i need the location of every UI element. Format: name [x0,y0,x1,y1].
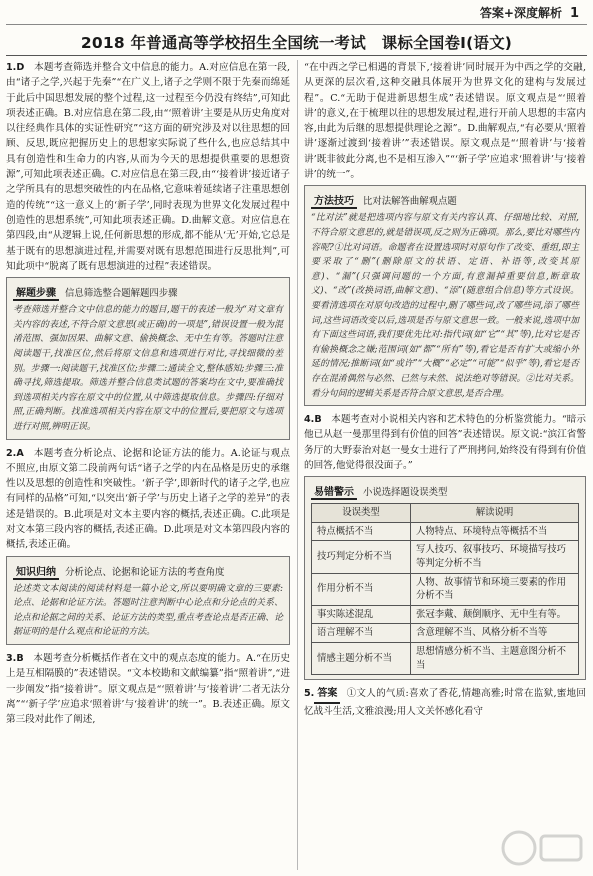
table-cell-type: 语言理解不当 [312,624,411,643]
answer-3-number: 3.B [6,652,24,664]
tip-box-text: 考查筛选并整合文中信息的能力的题目,题干的表述一般为“对文章有关内容的表述,不符合原文意思(或正确)的一项是”,错误设置一般为混淆范围、强加因果、曲解文意、偷换概念、无中生有等。答题时注意阅读题干,找准区位,然后将原文信息和选项进行对比,寻找细微的差别。步骤一:阅读题干,找准区位;步骤二:通读全文,整体感知;步骤三:准确寻找,筛选提取。筛选并整合信息类试题的答案均在文中,要准确找到选项相关内容在原文中的位置,从中筛选提取信息。步骤四:仔细对照,正确判断。找准选项相关内容在原文中的位置后,要把原文与选项进行对照,辨明正误。 [13,305,283,432]
tip-box-tag: 知识归纳 [13,563,59,580]
table-cell-desc: 思想情感分析不当、主题意图分析不当 [411,643,579,675]
answer-2 [6,446,290,553]
title-rule [6,55,587,56]
table-row [312,624,579,643]
table-header-row [312,504,579,523]
error-type-table [311,503,579,675]
answer-3-continued: “在中西之学已相遇的背景下,‘接着讲’同时展开为中西之学的交融,从更深的层次看,这种交融具体展开为世界文化的建构与发展过程”。C.“无助于促进新思想生成”表述错误。原文观点是“‘照着讲’的意义,在于梳理以往的思想发展过程,进行开前人思想的丰富内容,由此为后继的思想提供理论之源”。D.曲解观点,“有必要从‘照着讲’逐渐过渡到‘接着讲’”表述错误。原文观点是“‘照着讲’与‘接着讲’既非彼此分离,也不是相互渗入”“‘新子学’应追求‘照着讲’与‘接着讲’的统一”。 [304,62,586,181]
tip-box-text: 论述类文本阅读的阅读材料是一篇小论文,所以要明确文章的三要素:论点、论据和论证方法。答题时注意判断中心论点和分论点的关系、论点和论据之间的关系、论证方法的类型,重点考查论点是否正确、论据证明的是什么观点和论证的方法。 [13,583,283,638]
page-number: 1 [569,6,579,21]
answer-4-text: 本题考查对小说相关内容和艺术特色的分析鉴赏能力。“暗示他已从赵一曼那里得到有价值的回答”表述错误。原文说:“滨江省警务厅的大野泰治对赵一曼女士进行了严刑拷问,始终没有得到有价值的回答,他觉得很没面子。” [304,414,586,471]
column-divider [297,60,298,870]
answer-3 [6,651,290,727]
answer-5-label: 答案 [314,686,340,703]
answer-3-text: 本题考查分析概括作者在文中的观点态度的能力。A.“在历史上是互相隔膜的”表述错误。“文本校勘和文献编纂”指“照着讲”,“进一步阐发”指“接着讲”。原文观点是“‘照着讲’与‘接着讲’二者无法分离”“‘新子学’应追求‘照着讲’与‘接着讲’的统一”。B.表述正确。原文第三段对此作了阐述, [6,652,290,726]
tip-box-title: 信息筛选整合题解题四步骤 [65,288,178,300]
answer-4 [304,412,586,473]
left-column [6,60,290,730]
table-cell-type: 作用分析不当 [312,573,411,605]
tip-box-tag: 易错警示 [311,483,357,500]
tip-box-text: “比对法”就是把选项内容与原文有关内容认真、仔细地比较、对照,不符合原文意思的,就是错误项,反之则为正确项。那么,要比对哪些内容呢?①比对词语。命题者在设置选项时对原句作了改变、重组,即主要采取了“删”(删除原文的状语、定语、补语等,改变其原意)、“漏”(只强调问题的一个方面,有意漏掉重要信息,断章取义)、“改”(改换词语,曲解文意)、“添”(随意组合信息)等方式设误。要看清选项在对原句改造的过程中,删了哪些词,改了哪些词,添了哪些词,这些词语改变以后,选项是否与原文意思一致。一般来说,选项中加有下面这些词语,我们要优先比对:指代词(如“它”“其”等),比对它是否有偷换概念之嫌;范围词(如“都”“所有”等),看它是否有扩大或缩小外延的情况;推断词(如“或许”“大概”“必定”“可能”“似乎”等),看它是否存在混淆偶然与必然、已然与未然、说法绝对等错误。②比对关系。看分句间的逻辑关系是否符合原文意思,是否合理。 [311,213,579,399]
column-header-type: 设误类型 [312,504,411,523]
table-cell-type: 事实陈述混乱 [312,605,411,624]
tip-box-header [13,281,283,301]
answer-5-text: ①文人的气质:喜欢了香花,情趣高雅;时常在监狱,蜜地回忆战斗生活,文雅浪漫;用人文关怀感化看守 [304,688,586,717]
header-rule [6,24,587,25]
table-cell-desc: 人物特点、环境特点等概括不当 [411,522,579,541]
answer-4-number: 4.B [304,414,322,426]
answer-5 [304,686,586,719]
watermark-logo [499,828,587,868]
running-header [480,4,579,21]
page-title: 2018 年普通高等学校招生全国统一考试 课标全国卷Ⅰ(语文) [80,34,513,52]
table-row [312,541,579,573]
table-cell-desc: 张冠李戴、颠倒顺序、无中生有等。 [411,605,579,624]
tip-box-title: 小说选择题设误类型 [363,487,448,499]
table-row [312,605,579,624]
tip-box-solving-steps [6,277,290,439]
table-cell-desc: 写人技巧、叙事技巧、环境描写技巧等判定分析不当 [411,541,579,573]
tip-box-error-warning [304,476,586,680]
column-header-desc: 解读说明 [411,504,579,523]
tip-box-header [13,560,283,580]
tip-box-knowledge [6,556,290,645]
table-cell-type: 特点概括不当 [312,522,411,541]
answer-2-number: 2.A [6,447,24,459]
tip-box-header [311,189,579,209]
answer-1 [6,60,290,274]
answer-5-number: 5. [304,688,315,700]
table-cell-type: 情感主题分析不当 [312,643,411,675]
running-title: 答案+深度解析 [479,6,562,20]
answer-1-number: 1.D [6,62,25,73]
tip-box-title: 比对法解答曲解观点题 [363,196,457,208]
tip-box-method [304,185,586,406]
table-cell-desc: 人物、故事情节和环境三要素的作用分析不当 [411,573,579,605]
answer-2-text: 本题考查分析论点、论据和论证方法的能力。A.论证与观点不照应,由原文第二段前两句话“诸子之学的内在品格是历史的承继性以及思想的创造性和突破性。‘新子学’,即新时代的诸子之学,也应有同样的品格”可知,“以突出‘新子学’与历史上诸子之学的差异”的表述是错误的。B.此项是对文本主要内容的概括,表述正确。C.此项是对文本第三段内容的概括,表述正确。D.此项是对文本第四段内容的概括,表述正确。 [6,447,291,551]
tip-box-tag: 方法技巧 [311,192,357,209]
tip-box-tag: 解题步骤 [13,284,59,301]
tip-box-title: 分析论点、论据和论证方法的考查角度 [65,566,225,578]
tip-box-header [311,480,579,500]
table-row [312,522,579,541]
table-row [312,573,579,605]
answer-1-text: 本题考查筛选并整合文中信息的能力。A.对应信息在第一段,由“诸子之学,兴起于先秦”“在广义上,诸子之学则不限于先秦而绵延于此后中国思想发展的整个过程,这一过程至今仍没有终结”,可知此项表述正确。B.对应信息在第二段,由“‘照着讲’主要是从历史角度对以往经典作具体的实证性研究”“这方面的研究涉及对以往思想的回顾、反思,既应把握历史上的思想家实际说了些什么,也应总结其中具有创造性和生命力的内容,从而为今天的思想提供重要的思想资源”,可知此项表述正确。C.对应信息在第三段,由“‘接着讲’接近诸子之学所具有的思想突破性的内在品格,它意味着延续诸子注重思想创造的传统”“这一意义上的‘新子学’,同时表现为世界文化发展过程中创造性的思想系统”,可知此项表述正确。D.曲解文意。对应信息在第四段,由“从逻辑上说,任何新思想的形成,都不能从‘无’开始,它总是基于既有的思想演进过程,并需要对既有思想范围进行反思批判”,可知此项中“脱离了既有思想演进的过程”表述错误。 [6,62,290,272]
table-cell-type: 技巧判定分析不当 [312,541,411,573]
table-cell-desc: 含意理解不当、风格分析不当等 [411,624,579,643]
right-column [304,60,586,722]
table-row [312,643,579,675]
